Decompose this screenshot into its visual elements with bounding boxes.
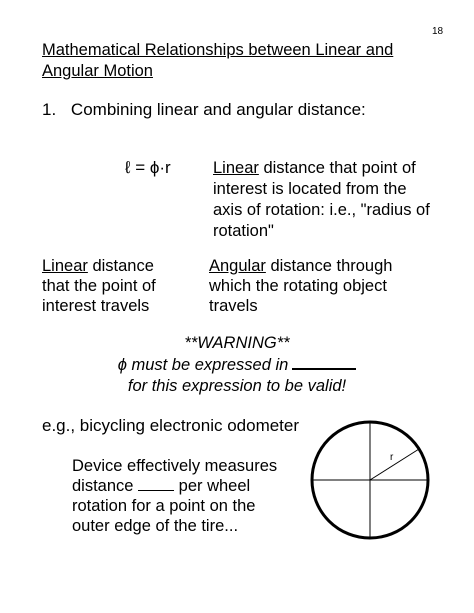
- definition-angular-distance: [209, 256, 392, 316]
- warning-line-2: for this expression to be valid!: [127, 377, 347, 395]
- device-line-2-a: distance: [72, 477, 134, 495]
- formula: ℓ = ϕ·r: [125, 158, 171, 177]
- device-line-3: rotation for a point on the: [72, 497, 256, 515]
- wheel-diagram: [308, 418, 432, 542]
- definition-radius-keyword: Linear: [213, 159, 259, 177]
- section-number: 1.: [42, 100, 57, 119]
- definition-angular-line-3: travels: [209, 297, 258, 315]
- definition-radius-line-3: axis of rotation: i.e., "radius of: [213, 201, 430, 219]
- definition-linear-line-2: that the point of: [42, 277, 156, 295]
- device-line-2-b: per wheel: [178, 477, 251, 495]
- definition-angular-keyword: Angular: [209, 257, 266, 275]
- definition-linear-line-3: interest travels: [42, 297, 150, 315]
- answer-blank: [292, 356, 356, 370]
- title-line-2: Angular Motion: [42, 62, 153, 80]
- device-description: [72, 456, 277, 536]
- definition-angular-line-2: which the rotating object: [209, 277, 387, 295]
- section-heading: [42, 100, 366, 120]
- definition-linear-distance: [42, 256, 156, 316]
- page-number: 18: [432, 26, 444, 37]
- page-title: [42, 40, 393, 82]
- definition-radius: [213, 158, 430, 242]
- wheel-radius-label: r: [390, 452, 394, 463]
- section-heading-text: Combining linear and angular distance:: [70, 100, 366, 119]
- device-line-1: Device effectively measures: [72, 457, 278, 475]
- definition-radius-line-1: distance that point of: [258, 159, 416, 177]
- warning-heading: **WARNING**: [184, 334, 290, 352]
- warning-line-1-text: ϕ must be expressed in: [117, 356, 289, 374]
- title-line-1: Mathematical Relationships between Linear and: [42, 41, 394, 59]
- definition-linear-keyword: Linear: [42, 257, 88, 275]
- definition-radius-line-4: rotation": [213, 222, 274, 240]
- warning-line-1: [0, 356, 474, 375]
- device-line-4: outer edge of the tire...: [72, 517, 239, 535]
- wheel-radius-line: [370, 449, 419, 480]
- definition-linear-line-1: distance: [87, 257, 154, 275]
- definition-radius-line-2: interest is located from the: [213, 180, 407, 198]
- device-blank: [138, 478, 174, 491]
- definition-angular-line-1: distance through: [265, 257, 393, 275]
- example-heading: e.g., bicycling electronic odometer: [42, 416, 300, 435]
